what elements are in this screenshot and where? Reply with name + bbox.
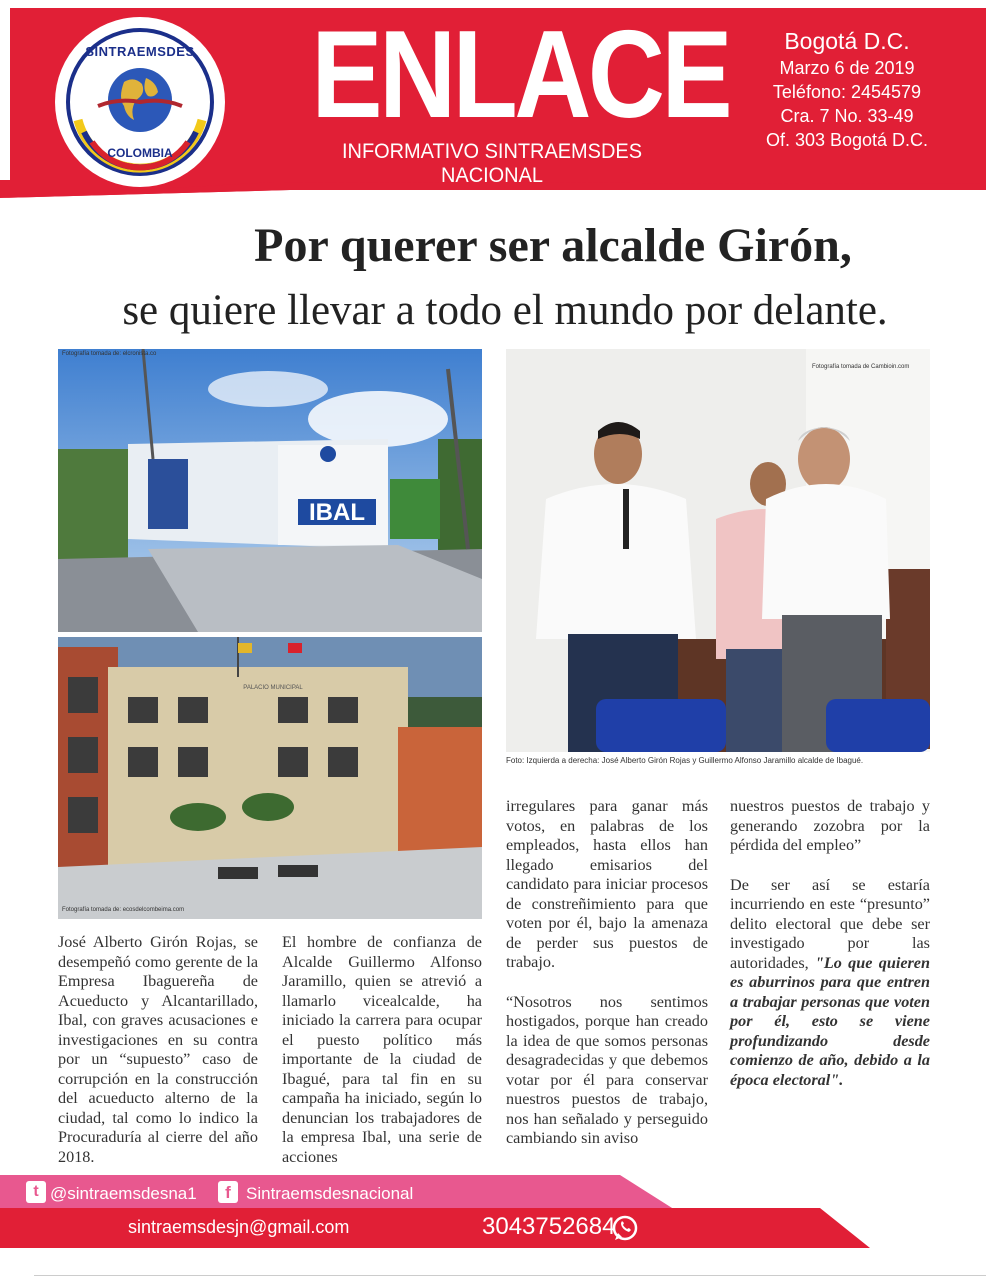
article-paragraph: nuestros puestos de trabajo y generando zozobra por la pérdida del empleo” xyxy=(730,797,930,854)
photo-municipal-palace xyxy=(58,637,482,919)
photo-credit-people: Fotografía tomada de Cambioin.com xyxy=(812,364,910,370)
twitter-icon: t xyxy=(26,1181,46,1203)
logo-name: SINTRAEMSDES xyxy=(85,44,195,59)
photo-credit-palace: Fotografía tomada de: ecosdelcombeima.com xyxy=(62,907,185,913)
contact-phone: Teléfono: 2454579 xyxy=(772,82,922,102)
page-bottom-rule xyxy=(34,1275,986,1276)
photo-caption: Foto: Izquierda a derecha: José Alberto Girón Rojas y Guillermo Alfonso Jaramillo alcalde de Ibagué. xyxy=(506,756,864,765)
article-paragraph: “Nosotros nos sentimos hostigados, porque han creado la idea de que somos personas desagradecidas y que debemos votar por él para conservar nuestros puestos de trabajo, nos han señalado y perseguido cambiando sin aviso xyxy=(506,992,708,1147)
whatsapp-icon xyxy=(611,1214,639,1242)
publication-title: ENLACE xyxy=(311,6,730,144)
contact-block xyxy=(742,26,952,152)
twitter-handle[interactable]: @sintraemsdesna1 xyxy=(50,1184,197,1203)
contact-whatsapp-phone[interactable]: 3043752684 xyxy=(482,1213,616,1240)
photo-giron-and-jaramillo xyxy=(506,349,930,752)
article-column-3 xyxy=(506,797,708,1169)
contact-address-line2: Of. 303 Bogotá D.C. xyxy=(765,130,929,150)
contact-address-line1: Cra. 7 No. 33-49 xyxy=(780,106,914,126)
article-quote: "Lo que quieren es aburrinos para que entren a trabajar personas que voten por él, esto se viene profundizando desde comienzo de año, debido a la época electoral". xyxy=(730,953,930,1089)
headline-line1: Por querer ser alcalde Girón, xyxy=(254,219,852,272)
contact-email[interactable]: sintraemsdesjn@gmail.com xyxy=(128,1217,350,1237)
article-column-4 xyxy=(730,797,930,1110)
article-column-1 xyxy=(58,933,258,1187)
article-paragraph xyxy=(730,876,930,1091)
article-paragraph: José Alberto Girón Rojas, se desempeñó como gerente de la Empresa Ibaguereña de Acueducto y Alcantarillado, Ibal, con graves acusaciones e investigaciones en su contra por un “supuesto” caso de corrupción en la construcción del acueducto alterno de la ciudad, tal como lo indico la Procuraduría al cierre del año 2018. xyxy=(58,933,258,1166)
ibal-sign: IBAL xyxy=(309,499,365,526)
issue-date: Marzo 6 de 2019 xyxy=(779,58,915,78)
publication-subtitle: INFORMATIVO SINTRAEMSDES NACIONAL xyxy=(341,140,643,187)
article-column-2 xyxy=(282,933,482,1187)
photo-credit-ibal: Fotografía tomada de: elcronista.co xyxy=(62,351,157,357)
palace-sign: PALACIO MUNICIPAL xyxy=(243,685,303,691)
union-logo xyxy=(58,20,222,184)
article-text: De ser así se estaría incurriendo en este “presunto” delito electoral que debe ser investigado por las autoridades, xyxy=(730,875,930,972)
headline-line2: se quiere llevar a todo el mundo por delante. xyxy=(122,287,888,334)
logo-country: COLOMBIA xyxy=(107,146,173,160)
photo-ibal-building xyxy=(58,349,482,632)
article-paragraph: irregulares para ganar más votos, en palabras de los empleados, hasta ellos han llegado emisarios del candidato para iniciar procesos de constreñimiento para que voten por él, bajo la amenaza de perder sus puestos de trabajo. xyxy=(506,797,708,971)
article-paragraph: El hombre de confianza de Alcalde Guillermo Alfonso Jaramillo, quien se atrevió a llamarlo vicealcalde, ha iniciado la carrera para ocupar el puesto político más importante de la ciudad de Ibagué, para tal fin en su campaña ha iniciado, según lo denuncian los trabajadores de la empresa Ibal, una serie de acciones xyxy=(282,933,482,1166)
facebook-icon: f xyxy=(218,1181,238,1203)
facebook-page[interactable]: Sintraemsdesnacional xyxy=(246,1184,414,1203)
contact-city: Bogotá D.C. xyxy=(784,28,910,54)
